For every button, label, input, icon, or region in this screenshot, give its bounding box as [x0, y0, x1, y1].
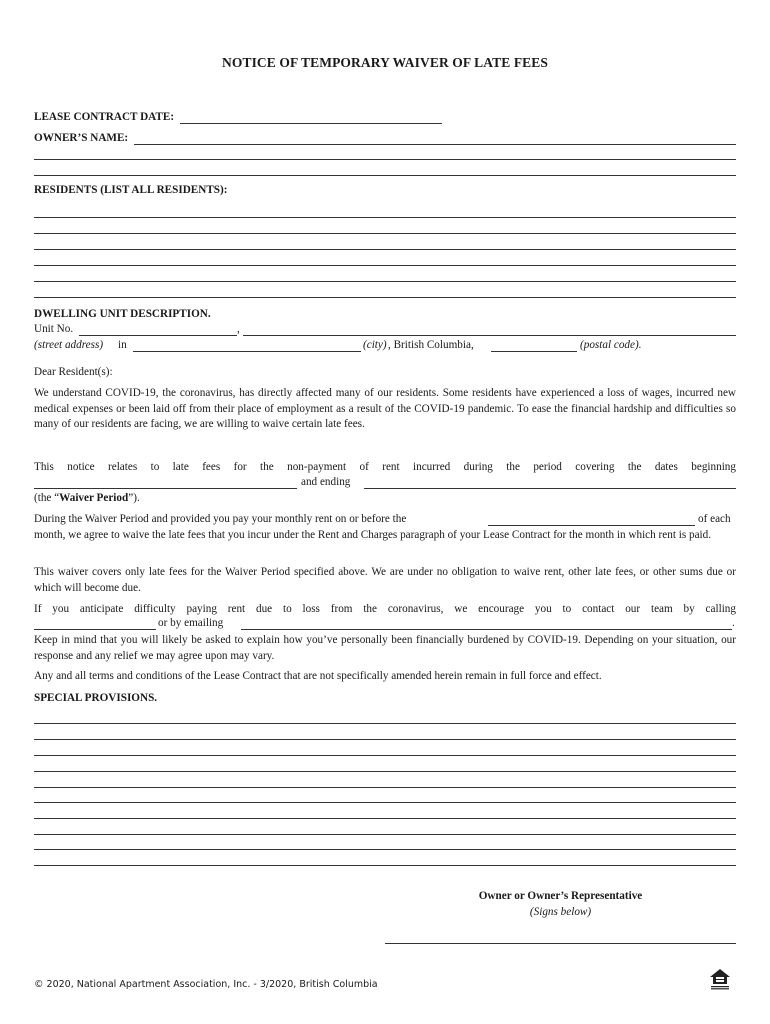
unit-comma: ,	[237, 323, 240, 335]
paragraph-contact-rest: Keep in mind that you will likely be asked to explain how you’ve personally been financially burdened by COVID-19. Depending on your situation, our response and any relief we may agree upon may vary.	[34, 634, 736, 662]
street-address-label: (street address)	[34, 339, 104, 351]
contact-email-field[interactable]	[241, 629, 732, 630]
unit-no-field[interactable]	[79, 335, 237, 336]
special-provisions-line-7[interactable]	[34, 818, 736, 819]
paragraph-contact-line-1: If you anticipate difficulty paying rent due to loss from the coronavirus, we encourage you to contact our team by calling	[34, 603, 736, 615]
owners-name-label: OWNER’S NAME:	[34, 132, 129, 144]
street-address-field[interactable]	[243, 335, 736, 336]
of-each-label: of each	[698, 513, 731, 525]
waiver-period-definition: (the “Waiver Period”).	[34, 492, 140, 504]
or-by-emailing-label: or by emailing	[158, 617, 224, 629]
dwelling-heading: DWELLING UNIT DESCRIPTION.	[34, 308, 211, 320]
paragraph-terms-remain: Any and all terms and conditions of the Lease Contract that are not specifically amended herein remain in full force and effect.	[34, 670, 602, 682]
special-provisions-line-5[interactable]	[34, 787, 736, 788]
special-provisions-line-2[interactable]	[34, 739, 736, 740]
in-label: in	[118, 339, 127, 351]
special-provisions-line-4[interactable]	[34, 771, 736, 772]
province-label: , British Columbia,	[388, 339, 474, 351]
equal-housing-icon	[709, 968, 731, 990]
signature-subtitle: (Signs below)	[529, 906, 592, 918]
waiver-end-date-field[interactable]	[364, 488, 736, 489]
paragraph-rent-due-rest: month, we agree to waive the late fees that you incur under the Rent and Charges paragraph of your Lease Contract for the month in which rent is paid.	[34, 529, 712, 541]
paragraph-waiver-dates-line-1: This notice relates to late fees for the non-payment of rent incurred during the period covering the dates beginning	[34, 461, 736, 473]
special-provisions-line-6[interactable]	[34, 802, 736, 803]
signature-line[interactable]	[385, 943, 736, 944]
footer-copyright: © 2020, National Apartment Association, Inc. - 3/2020, British Columbia	[34, 979, 378, 990]
unit-no-label: Unit No.	[34, 323, 74, 335]
resident-line-6[interactable]	[34, 297, 736, 298]
paragraph-rent-due-start: During the Waiver Period and provided you pay your monthly rent on or before the	[34, 513, 407, 525]
paragraph-waiver-scope: This waiver covers only late fees for the Waiver Period specified above. We are under no obligation to waive rent, other late fees, or other sums due or which will become due.	[34, 566, 736, 594]
salutation: Dear Resident(s):	[34, 366, 113, 378]
and-ending-label: and ending	[301, 476, 351, 488]
lease-contract-date-label: LEASE CONTRACT DATE:	[34, 111, 175, 123]
postal-code-field[interactable]	[491, 351, 577, 352]
owners-name-field-line-3[interactable]	[34, 175, 736, 176]
resident-line-2[interactable]	[34, 233, 736, 234]
special-provisions-line-1[interactable]	[34, 723, 736, 724]
resident-line-5[interactable]	[34, 281, 736, 282]
owners-name-field-line-2[interactable]	[34, 159, 736, 160]
special-provisions-line-8[interactable]	[34, 834, 736, 835]
document-title: NOTICE OF TEMPORARY WAIVER OF LATE FEES	[222, 55, 548, 70]
owners-name-field[interactable]	[134, 144, 736, 145]
residents-label: RESIDENTS (LIST ALL RESIDENTS):	[34, 184, 228, 196]
city-label: (city)	[363, 339, 387, 351]
special-provisions-line-9[interactable]	[34, 849, 736, 850]
waiver-begin-date-field[interactable]	[34, 488, 297, 489]
lease-contract-date-field[interactable]	[180, 123, 442, 124]
resident-line-4[interactable]	[34, 265, 736, 266]
resident-line-1[interactable]	[34, 217, 736, 218]
resident-line-3[interactable]	[34, 249, 736, 250]
contact-phone-field[interactable]	[34, 629, 156, 630]
signature-title: Owner or Owner’s Representative	[478, 890, 643, 902]
special-provisions-line-3[interactable]	[34, 755, 736, 756]
rent-due-day-field[interactable]	[488, 525, 695, 526]
special-provisions-label: SPECIAL PROVISIONS.	[34, 692, 158, 704]
waiver-period-term: Waiver Period	[59, 492, 129, 504]
paragraph-covid-impact: We understand COVID-19, the coronavirus, has directly affected many of our residents. Some residents have experienced a loss of wages, incurred new medical expenses or been laid off from their place of employment as a result of the COVID-19 pandemic. To ease the financial hardship and difficulties so many of our residents are facing, we are willing to waive certain late fees.	[34, 387, 736, 430]
postal-code-label: (postal code).	[580, 339, 642, 351]
email-end-punctuation: .	[732, 617, 735, 629]
city-field[interactable]	[133, 351, 361, 352]
special-provisions-line-10[interactable]	[34, 865, 736, 866]
